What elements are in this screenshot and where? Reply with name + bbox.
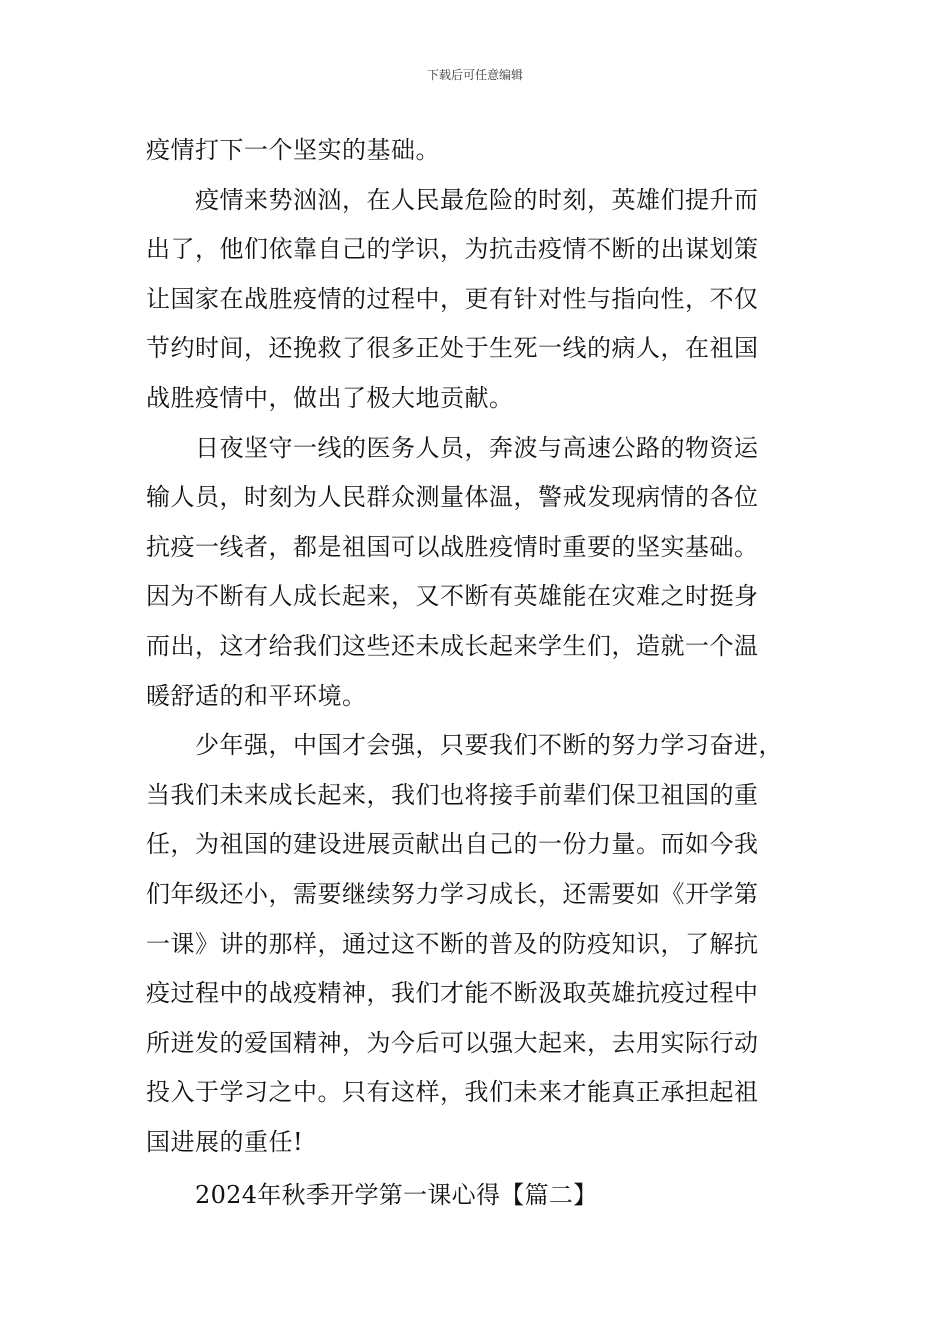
text-line: 战胜疫情中，做出了极大地贡献。 [146, 383, 514, 412]
paragraph-first-line: 日夜坚守一线的医务人员，奔波与高速公路的物资运 [195, 433, 759, 462]
section-heading: 2024年秋季开学第一课心得【篇二】 [195, 1181, 598, 1209]
text-line: 出了，他们依靠自己的学识，为抗击疫情不断的出谋划策 [146, 235, 759, 264]
text-line: 让国家在战胜疫情的过程中，更有针对性与指向性，不仅 [146, 284, 759, 313]
text-line: 所迸发的爱国精神，为今后可以强大起来，去用实际行动 [146, 1028, 759, 1057]
text-line: 疫情打下一个坚实的基础。 [146, 136, 440, 164]
text-line: 当我们未来成长起来，我们也将接手前辈们保卫祖国的重 [146, 780, 759, 809]
text-line: 任，为祖国的建设进展贡献出自己的一份力量。而如今我 [146, 830, 759, 859]
text-line: 们年级还小，需要继续努力学习成长，还需要如《开学第 [146, 879, 759, 908]
body-text [146, 126, 816, 1167]
text-line: 节约时间，还挽救了很多正处于生死一线的病人，在祖国 [146, 334, 759, 363]
text-line: 输人员，时刻为人民群众测量体温，警戒发现病情的各位 [146, 483, 759, 512]
text-line: 因为不断有人成长起来，又不断有英雄能在灾难之时挺身 [146, 582, 759, 611]
page-header-note: 下载后可任意编辑 [426, 68, 523, 82]
text-line: 抗疫一线者，都是祖国可以战胜疫情时重要的坚实基础。 [146, 532, 759, 561]
text-line: 国进展的重任! [146, 1127, 304, 1156]
text-line: 一课》讲的那样，通过这不断的普及的防疫知识，了解抗 [146, 929, 759, 958]
text-line: 暖舒适的和平环境。 [146, 681, 367, 710]
paragraph-first-line: 疫情来势汹汹，在人民最危险的时刻，英雄们提升而 [195, 185, 759, 214]
text-line: 而出，这才给我们这些还未成长起来学生们，造就一个温 [146, 631, 759, 660]
text-line: 疫过程中的战疫精神，我们才能不断汲取英雄抗疫过程中 [146, 979, 759, 1008]
paragraph-first-line: 少年强，中国才会强，只要我们不断的努力学习奋进， [195, 731, 783, 760]
text-line: 投入于学习之中。只有这样，我们未来才能真正承担起祖 [146, 1078, 759, 1107]
